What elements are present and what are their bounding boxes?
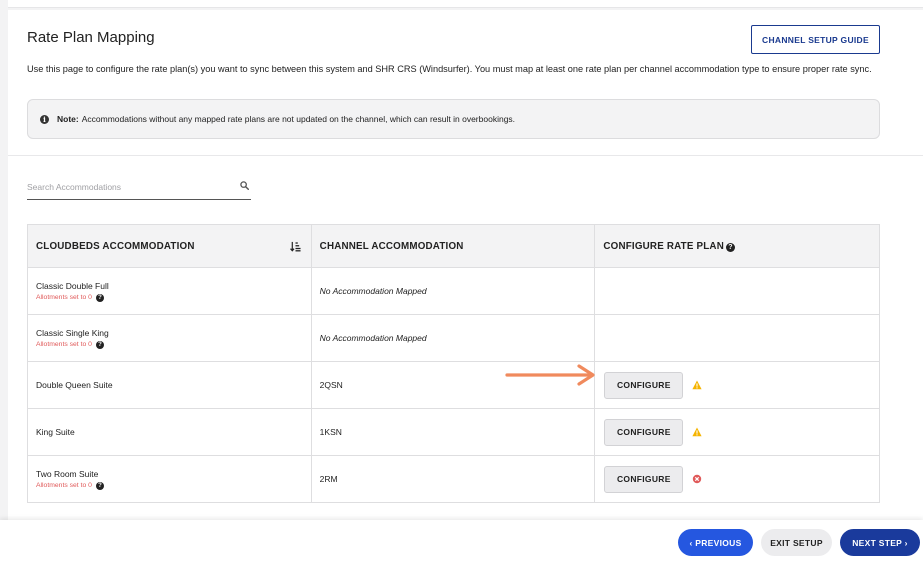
channel-accommodation-cell: 1KSN bbox=[311, 409, 595, 456]
help-icon[interactable]: ? bbox=[96, 294, 104, 302]
accommodation-cell bbox=[28, 409, 312, 456]
channel-accommodation-cell: 2RM bbox=[311, 456, 595, 503]
page-title: Rate Plan Mapping bbox=[27, 29, 155, 46]
configure-cell bbox=[595, 315, 880, 362]
channel-setup-guide-button[interactable]: CHANNEL SETUP GUIDE bbox=[751, 25, 880, 54]
help-icon[interactable]: ? bbox=[96, 341, 104, 349]
column-header-configure: CONFIGURE RATE PLAN ? bbox=[595, 225, 880, 268]
info-icon: i bbox=[40, 115, 49, 124]
table-row bbox=[28, 315, 880, 362]
note-label: Note: bbox=[57, 114, 79, 124]
search-field bbox=[27, 176, 251, 200]
configure-button[interactable]: CONFIGURE bbox=[604, 372, 683, 399]
note-text: Accommodations without any mapped rate plans are not updated on the channel, which can result in overbookings. bbox=[81, 114, 516, 124]
table-header-row bbox=[28, 225, 880, 268]
column-header-cloudbeds[interactable]: CLOUDBEDS ACCOMMODATION bbox=[28, 225, 312, 268]
accommodation-cell bbox=[28, 268, 312, 315]
configure-button[interactable]: CONFIGURE bbox=[604, 419, 683, 446]
configure-cell bbox=[595, 409, 880, 456]
table-row bbox=[28, 268, 880, 315]
configure-cell bbox=[595, 362, 880, 409]
main-card bbox=[8, 10, 923, 520]
sort-icon[interactable] bbox=[290, 241, 301, 252]
configure-cell bbox=[595, 268, 880, 315]
note-banner bbox=[27, 99, 880, 139]
allotment-warning: Allotments set to 0 ? bbox=[36, 294, 311, 302]
accommodation-cell bbox=[28, 456, 312, 503]
exit-setup-button[interactable]: EXIT SETUP bbox=[761, 529, 832, 556]
accommodation-name: Classic Double Full bbox=[36, 280, 109, 291]
top-strip bbox=[8, 0, 923, 8]
table-row bbox=[28, 456, 880, 503]
allotment-warning: Allotments set to 0 ? bbox=[36, 341, 311, 349]
configure-button[interactable]: CONFIGURE bbox=[604, 466, 683, 493]
search-icon[interactable] bbox=[240, 181, 249, 190]
error-icon bbox=[692, 474, 702, 484]
accommodation-cell bbox=[28, 315, 312, 362]
page-description: Use this page to configure the rate plan(s) you want to sync between this system and SHR CRS (Windsurfer). You must map at least one rate plan per channel accommodation type to ensure proper rate sync. bbox=[27, 64, 872, 74]
page-header bbox=[8, 10, 923, 156]
accommodation-name: King Suite bbox=[36, 427, 75, 437]
configure-cell bbox=[595, 456, 880, 503]
channel-accommodation-cell: 2QSN bbox=[311, 362, 595, 409]
footer-bar bbox=[0, 520, 923, 563]
annotation-arrow-icon bbox=[505, 364, 599, 386]
help-icon[interactable]: ? bbox=[726, 243, 735, 252]
next-step-button[interactable]: NEXT STEP › bbox=[840, 529, 920, 556]
accommodation-cell bbox=[28, 362, 312, 409]
help-icon[interactable]: ? bbox=[96, 482, 104, 490]
table-row bbox=[28, 409, 880, 456]
mapping-table bbox=[27, 224, 880, 503]
accommodation-name: Two Room Suite bbox=[36, 468, 99, 479]
allotment-warning: Allotments set to 0 ? bbox=[36, 482, 311, 490]
channel-accommodation-cell: No Accommodation Mapped bbox=[311, 268, 595, 315]
channel-accommodation-cell: No Accommodation Mapped bbox=[311, 315, 595, 362]
table-row bbox=[28, 362, 880, 409]
warning-icon bbox=[692, 427, 702, 437]
search-input[interactable] bbox=[27, 180, 227, 194]
previous-button[interactable]: ‹ PREVIOUS bbox=[678, 529, 753, 556]
accommodation-name: Double Queen Suite bbox=[36, 380, 113, 390]
accommodation-name: Classic Single King bbox=[36, 327, 109, 338]
column-header-channel: CHANNEL ACCOMMODATION bbox=[311, 225, 595, 268]
warning-icon bbox=[692, 380, 702, 390]
